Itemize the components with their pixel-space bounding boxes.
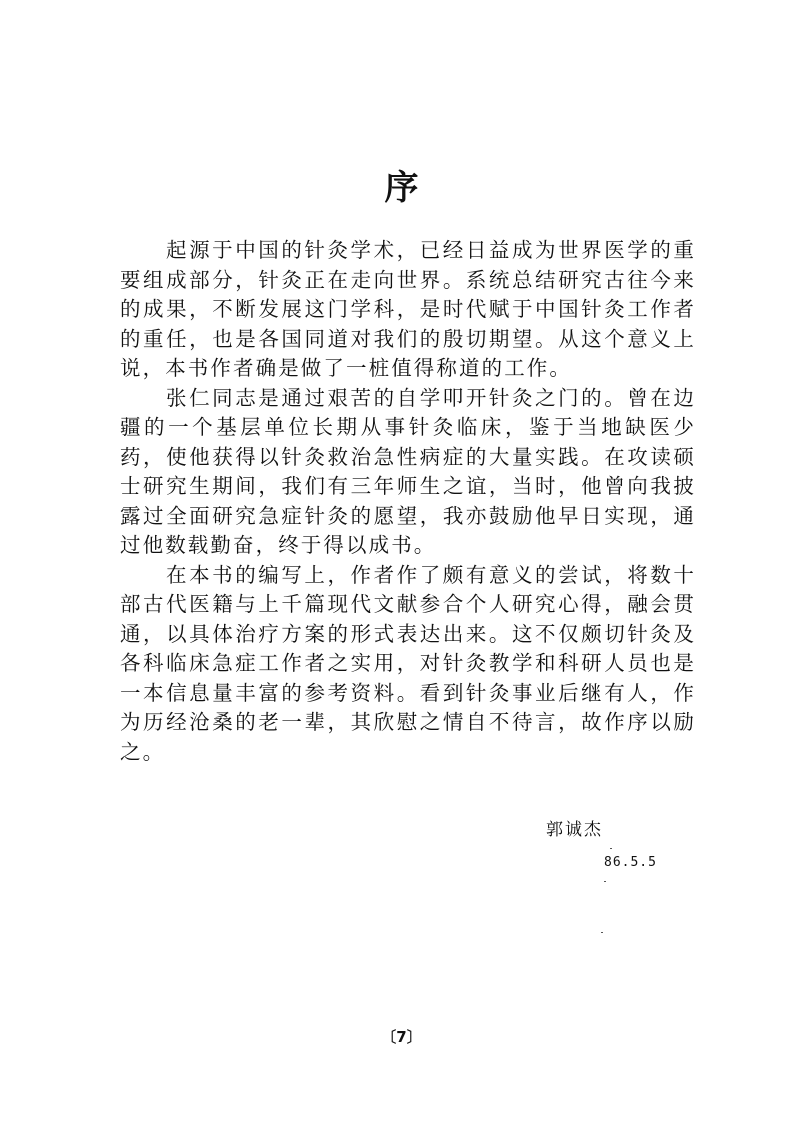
scan-speck xyxy=(601,932,603,933)
paragraph-1: 起源于中国的针灸学术，已经日益成为世界医学的重要组成部分，针灸正在走向世界。系统总结研究古往今来的成果，不断发展这门学科，是时代赋于中国针灸工作者的重任，也是各国同道对我们的殷切期望。从这个意义上说，本书作者确是做了一桩值得称道的工作。 xyxy=(120,238,696,380)
scan-speck xyxy=(604,881,606,882)
preface-body xyxy=(120,236,696,767)
signature-date: 86.5.5 xyxy=(604,855,657,870)
paragraph-2: 张仁同志是通过艰苦的自学叩开针灸之门的。曾在边疆的一个基层单位长期从事针灸临床，鉴于当地缺医少药，使他获得以针灸救治急性病症的大量实践。在攻读硕士研究生期间，我们有三年师生之谊，当时，他曾向我披露过全面研究急症针灸的愿望，我亦鼓励他早日实现，通过他数载勤奋，终于得以成书。 xyxy=(120,385,696,557)
page-title: 序 xyxy=(384,168,419,208)
paragraph-3: 在本书的编写上，作者作了颇有意义的尝试，将数十部古代医籍与上千篇现代文献参合个人研究心得，融会贯通，以具体治疗方案的形式表达出来。这不仅颇切针灸及各科临床急症工作者之实用，对针灸教学和科研人员也是一本信息量丰富的参考资料。看到针灸事业后继有人，作为历经沧桑的老一辈，其欣慰之情自不待言，故作序以励之。 xyxy=(120,562,696,764)
author-signature: 郭诚杰 xyxy=(546,820,603,840)
scan-speck xyxy=(610,848,612,849)
page-number: 〔7〕 xyxy=(381,1028,422,1046)
